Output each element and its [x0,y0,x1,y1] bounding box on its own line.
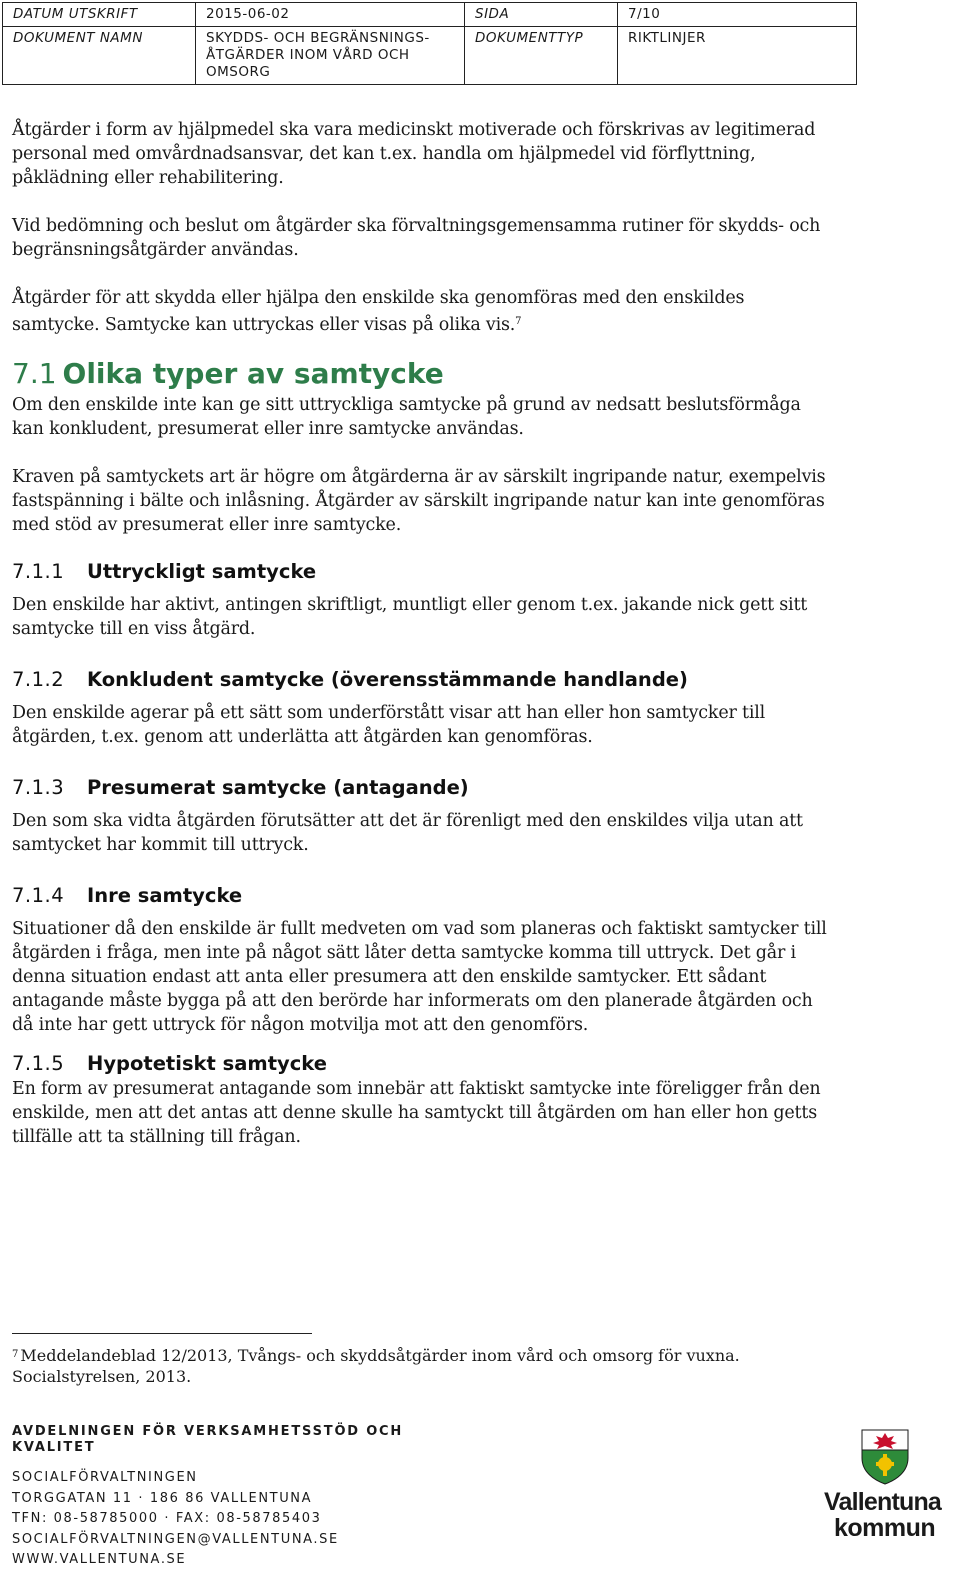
subsection-title: Presumerat samtycke (antagande) [87,776,469,799]
footnote-ref: 7 [515,316,522,327]
subsection-number: 7.1.3 [12,776,65,799]
paragraph-aids: Åtgärder i form av hjälpmedel ska vara medicinskt motiverade och förskrivas av legitimerad personal med omvårdnadsansvar, det kan t.ex. handla om hjälpmedel vid förflyttning, påklädning eller rehabilitering. [12,120,816,188]
paragraph-consent [12,286,832,337]
subsection-heading [12,883,832,909]
subsection-heading [12,1051,832,1077]
page-value: 7/10 [618,3,857,27]
document-body [12,118,832,1149]
subsection-title: Inre samtycke [87,884,243,907]
docname-value [196,27,465,85]
section-heading [12,357,832,391]
footer-email: SOCIALFÖRVALTNINGEN@VALLENTUNA.SE [12,1531,339,1547]
subsection-number: 7.1.2 [12,668,65,691]
footnote [12,1344,812,1387]
vallentuna-logo [822,1428,952,1548]
subsection-heading [12,559,832,585]
subsection-number: 7.1.4 [12,884,65,907]
docname-line-1: SKYDDS- OCH BEGRÄNSNINGS- [206,30,430,46]
logo-wordmark-line-2: kommun [834,1514,936,1542]
logo-wordmark-line-1: Vallentuna [824,1488,942,1516]
document-header-table [2,2,857,85]
section-paragraph-2: Kraven på samtyckets art är högre om åtgärderna är av särskilt ingripande natur, exempelvis fastspänning i bälte och inlåsning. Åtgärder av särskilt ingripande natur kan inte genomföras med stöd av presumerat eller inre samtycke. [12,467,826,535]
subsection-number: 7.1.1 [12,560,65,583]
docname-line-2: ÅTGÄRDER INOM VÅRD OCH [206,47,410,63]
paragraph-routines: Vid bedömning och beslut om åtgärder ska förvaltningsgemensamma rutiner för skydds- och begränsningsåtgärder användas. [12,216,821,260]
footnote-number: 7 [12,1349,19,1360]
footer-department: AVDELNINGEN FÖR VERKSAMHETSSTÖD OCH KVALITET [12,1424,404,1455]
page-label: SIDA [465,3,618,27]
section-number: 7.1 [12,357,57,390]
docname-label: DOKUMENT NAMN [3,27,196,85]
doctype-label: DOKUMENTTYP [465,27,618,85]
footer-organisation: SOCIALFÖRVALTNINGEN [12,1470,198,1485]
subsection-title: Uttryckligt samtycke [87,560,317,583]
coat-of-arms-icon [860,1428,910,1486]
footer-address: TORGGATAN 11 · 186 86 VALLENTUNA [12,1490,313,1506]
subsection-title: Hypotetiskt samtycke [87,1052,327,1075]
footnote-text: Meddelandeblad 12/2013, Tvångs- och skyddsåtgärder inom vård och omsorg för vuxna. Socialstyrelsen, 2013. [12,1346,740,1386]
subsection-title: Konkludent samtycke (överensstämmande handlande) [87,668,688,691]
docname-line-3: OMSORG [206,64,271,80]
subsection-number: 7.1.5 [12,1052,65,1075]
footer-website: WWW.VALLENTUNA.SE [12,1552,187,1567]
section-paragraph-1: Om den enskilde inte kan ge sitt uttryckliga samtycke på grund av nedsatt beslutsförmåga kan konkludent, presumerat eller inre samtycke användas. [12,395,801,439]
footnote-rule [12,1333,312,1334]
subsection-text: Situationer då den enskilde är fullt medveten om vad som planeras och faktiskt samtycker till åtgärden i fråga, men inte på något sätt låter detta samtycke komma till uttryck. Det går i denna situation endast att anta eller presumera att den enskilde samtycker. Ett sådant antagande måste bygga på att den berörde har informerats om den planerade åtgärden och då inte har gett uttryck för någon motvilja mot att den genomförs. [12,919,827,1035]
footer-phone: TFN: 08-58785000 · FAX: 08-58785403 [12,1511,322,1526]
page-footer [12,1424,432,1571]
subsection-heading [12,775,832,801]
date-value: 2015-06-02 [196,3,465,27]
subsection-heading [12,667,832,693]
doctype-value: RIKTLINJER [618,27,857,85]
subsection-text: En form av presumerat antagande som innebär att faktiskt samtycke inte föreligger från den enskilde, men att det antas att denne skulle ha samtyckt till åtgärden om han eller hon getts tillfälle att ta ställning till frågan. [12,1079,821,1147]
subsection-text: Den enskilde har aktivt, antingen skriftligt, muntligt eller genom t.ex. jakande nick gett sitt samtycke till en viss åtgärd. [12,595,808,639]
section-title: Olika typer av samtycke [62,357,444,390]
subsection-text: Den som ska vidta åtgärden förutsätter att det är förenligt med den enskildes vilja utan att samtycket har kommit till uttryck. [12,811,803,855]
subsection-text: Den enskilde agerar på ett sätt som underförstått visar att han eller hon samtycker till åtgärden, t.ex. genom att underlätta att åtgärden kan genomföras. [12,703,766,747]
date-label: DATUM UTSKRIFT [3,3,196,27]
paragraph-consent-text: Åtgärder för att skydda eller hjälpa den enskilde ska genomföras med den enskildes samtycke. Samtycke kan uttryckas eller visas på olika vis. [12,288,745,335]
